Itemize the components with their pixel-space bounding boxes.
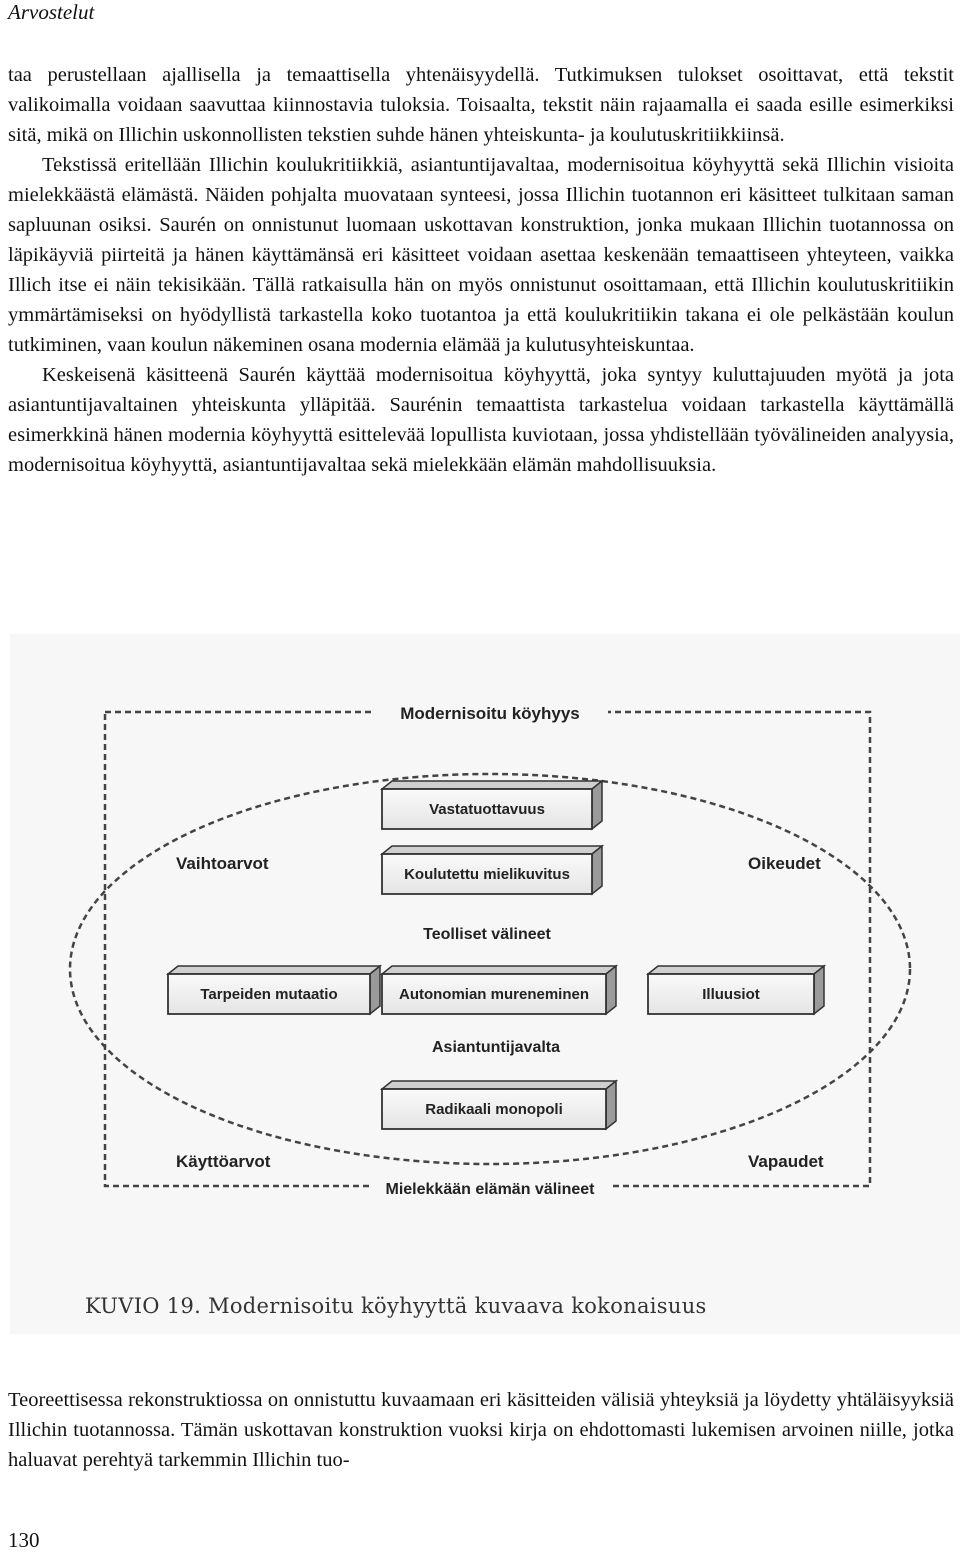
body-text-top [8, 60, 954, 480]
box-radikaali-monopoli [382, 1081, 616, 1129]
corner-label-top-left: Vaihtoarvot [176, 854, 269, 873]
diagram-svg [10, 634, 960, 1334]
box-illuusiot [648, 966, 824, 1014]
box-label: Autonomian mureneminen [398, 986, 590, 1003]
corner-label-top-right: Oikeudet [748, 854, 821, 873]
paragraph: taa perustellaan ajallisella ja temaattisella yhtenäisyydellä. Tutkimuksen tulokset osoittavat, että tekstit valikoimalla voidaan saavuttaa kiinnostavia tuloksia. Toisaalta, tekstit näin rajaamalla ei saada esille esimerkiksi sitä, mikä on Illichin uskonnollisten tekstien suhde hänen yhteiskunta- ja koulutuskritiikkiinsä. [8, 64, 954, 146]
paragraph: Teoreettisessa rekonstruktiossa on onnistuttu kuvaamaan eri käsitteiden välisiä yhteyksiä ja löydetty yhtäläisyyksiä Illichin tuotannossa. Tämän uskottavan konstruktion vuoksi kirja on ehdottomasti lukemisen arvoinen niille, jotka haluavat perehtyä tarkemmin Illichin tuo- [8, 1389, 954, 1471]
label-teolliset: Teolliset välineet [423, 926, 551, 943]
body-text-bottom [8, 1385, 954, 1475]
box-label: Vastatuottavuus [429, 801, 545, 818]
running-header: Arvostelut [8, 0, 95, 24]
box-label: Illuusiot [702, 986, 760, 1003]
paragraph: Tekstissä eritellään Illichin koulukritiikkiä, asiantuntijavaltaa, modernisoitua köyhyyttä sekä Illichin visioita mielekkäästä elämästä. Näiden pohjalta muovataan synteesi, jossa Illichin tuotannon eri käsitteet tulkitaan saman sapluunan osiksi. Saurén on onnistunut luomaan uskottavan konstruktion, jonka mukaan Illichin tuotannossa on läpikäyviä piirteitä ja hänen käyttämänsä eri käsitteet voidaan asettaa keskenään temaattiseen yhteyteen, vaikka Illich itse ei näin tekisikään. Tällä ratkaisulla hän on myös onnistunut osoittamaan, että Illichin koulutuskritiikin ymmärtämiseksi on hyödyllistä tarkastella koko tuotantoa ja että koulukritiikin takana ei ole pelkästään koulun tutkiminen, vaan koulun näkeminen osana modernia elämää ja kulutusyhteiskuntaa. [8, 154, 954, 356]
bottom-label: Mielekkään elämän välineet [385, 1181, 595, 1198]
figure-diagram [10, 634, 960, 1334]
figure-caption: KUVIO 19. Modernisoitu köyhyyttä kuvaava kokonaisuus [85, 1294, 707, 1318]
box-koulutettu-mielikuvitus [382, 846, 602, 894]
box-label: Radikaali monopoli [425, 1101, 563, 1118]
box-vastatuottavuus [382, 781, 602, 829]
label-asiantuntijavalta: Asiantuntijavalta [431, 1039, 561, 1056]
outer-label: Modernisoitu köyhyys [400, 704, 580, 723]
corner-label-bottom-right: Vapaudet [748, 1152, 824, 1171]
paragraph: Keskeisenä käsitteenä Saurén käyttää modernisoitua köyhyyttä, joka syntyy kuluttajuuden myötä ja jota asiantuntijavaltainen yhteiskunta ylläpitää. Saurénin temaattista tarkastelua voidaan tarkastella käyttämällä esimerkkinä hänen modernia köyhyyttä esittelevää lopullista kuviotaan, jossa yhdistellään työvälineiden analyysia, modernisoitua köyhyyttä, asiantuntijavaltaa sekä mielekkään elämän mahdollisuuksia. [8, 364, 954, 476]
box-label: Tarpeiden mutaatio [200, 986, 338, 1003]
box-tarpeiden-mutaatio [168, 966, 380, 1014]
page-number: 130 [8, 1528, 40, 1552]
box-label: Koulutettu mielikuvitus [404, 866, 570, 883]
box-autonomian-mureneminen [382, 966, 616, 1014]
corner-label-bottom-left: Käyttöarvot [176, 1152, 271, 1171]
